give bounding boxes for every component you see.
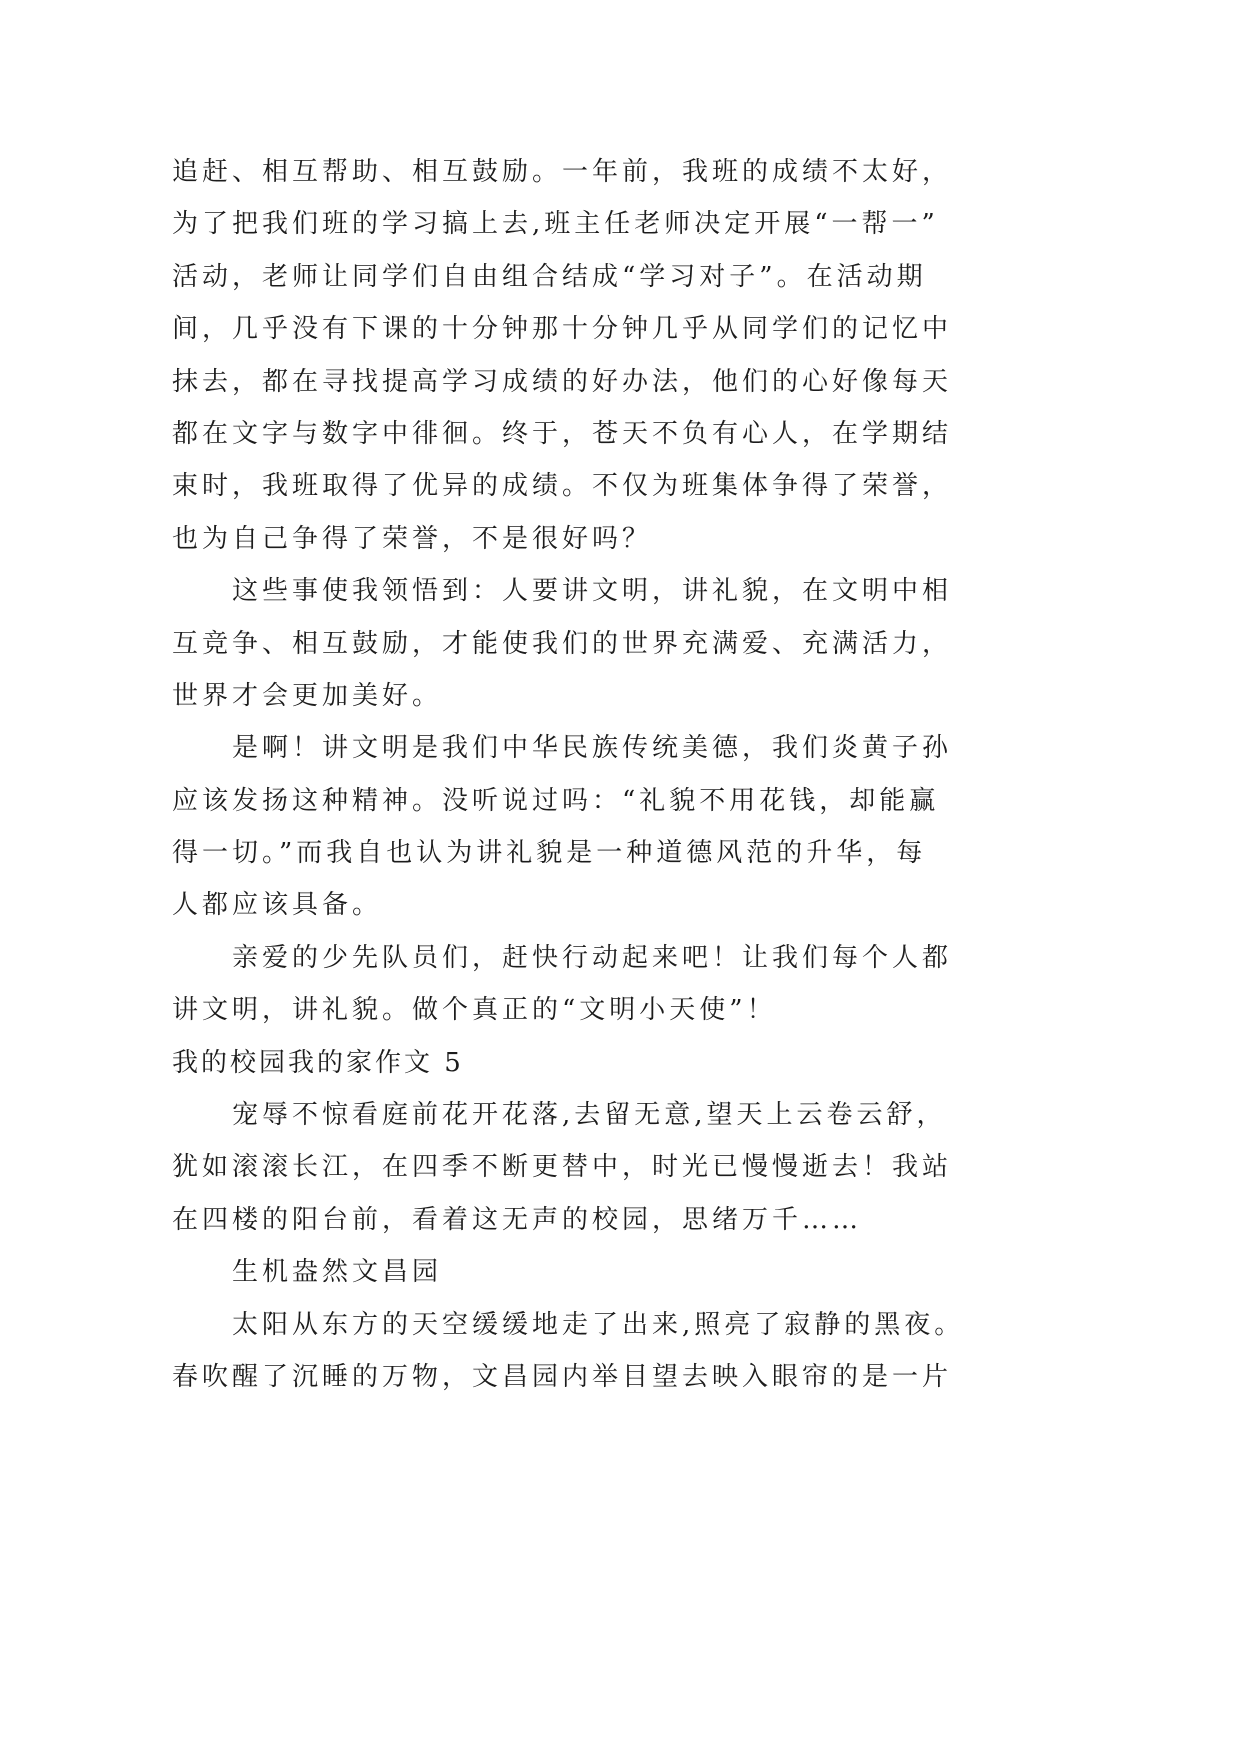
- text-line: 人都应该具备。: [172, 890, 383, 921]
- text-line: 世界才会更加美好。: [172, 680, 443, 711]
- paragraph: [172, 1089, 992, 1246]
- document-body: [172, 146, 992, 1403]
- paragraph: [172, 1299, 992, 1404]
- text-line: 间，几乎没有下课的十分钟那十分钟几乎从同学们的记忆中: [172, 314, 953, 345]
- text-line: 应该发扬这种精神。没听说过吗：“礼貌不用花钱，却能赢: [172, 785, 940, 816]
- text-line: 也为自己争得了荣誉，不是很好吗？: [172, 523, 653, 554]
- section-subtitle: 生机盎然文昌园: [232, 1257, 443, 1288]
- text-line: 追赶、相互帮助、相互鼓励。一年前，我班的成绩不太好，: [172, 157, 953, 187]
- text-line: 是啊！讲文明是我们中华民族传统美德，我们炎黄子孙: [232, 733, 953, 764]
- text-line: 束时，我班取得了优异的成绩。不仅为班集体争得了荣誉，: [172, 471, 953, 502]
- paragraph: [172, 565, 992, 722]
- text-line: 得一切。”而我自也认为讲礼貌是一种道德风范的升华，每: [172, 838, 927, 869]
- text-line: 这些事使我领悟到：人要讲文明，讲礼貌，在文明中相: [232, 576, 953, 607]
- text-line: 在四楼的阳台前，看着这无声的校园，思绪万千……: [172, 1204, 863, 1235]
- text-line: 活动，老师让同学们自由组合结成“学习对子”。在活动期: [172, 261, 927, 292]
- text-line: 宠辱不惊看庭前花开花落,去留无意,望天上云卷云舒，: [232, 1100, 947, 1131]
- text-line: 亲爱的少先队员们，赶快行动起来吧！让我们每个人都: [232, 942, 953, 973]
- text-line: 讲文明，讲礼貌。做个真正的“文明小天使”！: [172, 995, 777, 1026]
- paragraph: [172, 146, 992, 565]
- text-line: 抹去，都在寻找提高学习成绩的好办法，他们的心好像每天: [172, 366, 953, 397]
- text-line: 为了把我们班的学习搞上去,班主任老师决定开展“一帮一”: [172, 209, 939, 240]
- essay-title: 我的校园我的家作文 5: [172, 1047, 464, 1078]
- text-line: 春吹醒了沉睡的万物，文昌园内举目望去映入眼帘的是一片: [172, 1361, 953, 1392]
- text-line: 互竞争、相互鼓励，才能使我们的世界充满爱、充满活力，: [172, 628, 953, 659]
- paragraph: [172, 932, 992, 1037]
- text-line: 犹如滚滚长江，在四季不断更替中，时光已慢慢逝去！我站: [172, 1152, 953, 1183]
- paragraph: [172, 722, 992, 932]
- text-line: 太阳从东方的天空缓缓地走了出来,照亮了寂静的黑夜。: [232, 1309, 965, 1340]
- text-line: 都在文字与数字中徘徊。终于，苍天不负有心人，在学期结: [172, 418, 953, 449]
